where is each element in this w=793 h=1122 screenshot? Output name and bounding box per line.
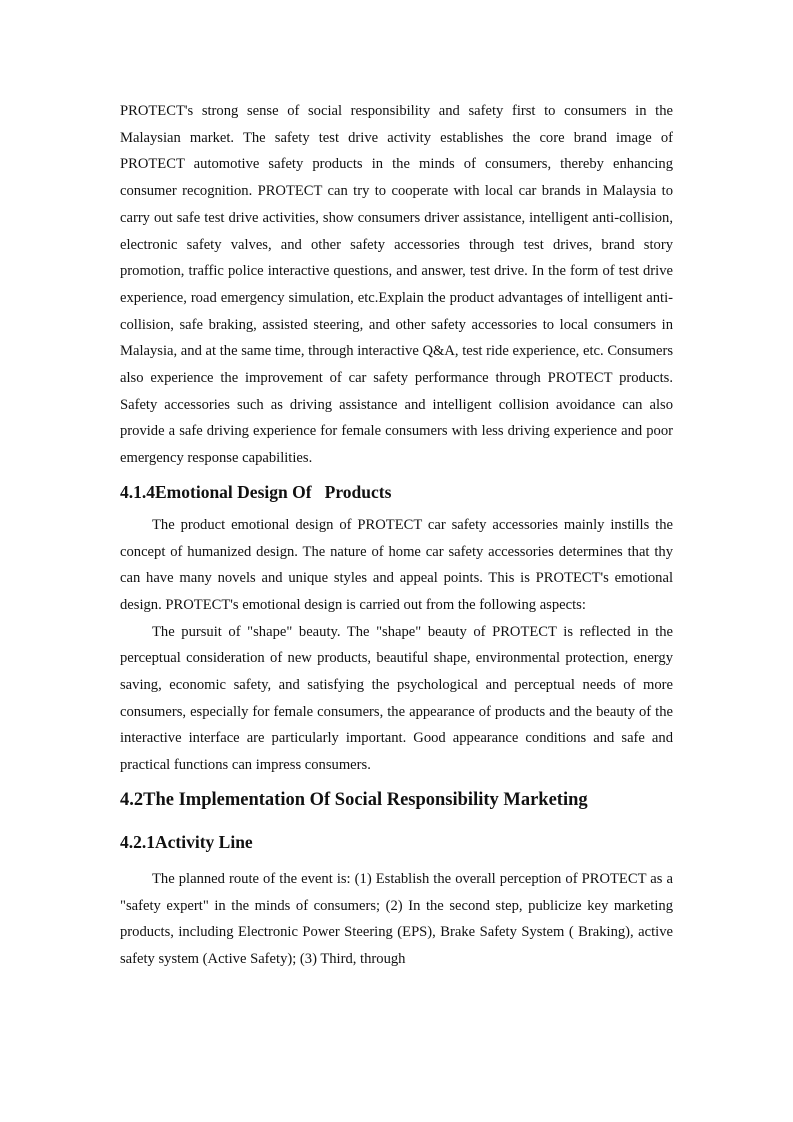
section-heading-text: 4.2.1Activity Line: [120, 831, 253, 852]
section-heading-4-2-1: [120, 822, 673, 862]
body-paragraph: PROTECT's strong sense of social responsibility and safety first to consumers in the Malaysian market. The safety test drive activity establishes the core brand image of PROTECT automotive safety products in the minds of consumers, thereby enhancing consumer recognition. PROTECT can try to cooperate with local car brands in Malaysia to carry out safe test drive activities, show consumers driver assistance, intelligent anti-collision, electronic safety valves, and other safety accessories through test drives, brand story promotion, traffic police interactive questions, and answer, test drive. In the form of test drive experience, road emergency simulation, etc.Explain the product advantages of intelligent anti-collision, safe braking, assisted steering, and other safety accessories to local consumers in Malaysia, and at the same time, through interactive Q&A, test ride experience, etc. Consumers also experience the improvement of car safety performance through PROTECT products. Safety accessories such as driving assistance and intelligent collision avoidance can also provide a safe driving experience for female consumers with less driving experience and poor emergency response capabilities.: [120, 103, 673, 467]
document-page: [120, 98, 673, 973]
section-heading-4-2: [120, 780, 673, 820]
section-heading-text: 4.1.4Emotional Design Of Products: [120, 481, 392, 502]
section-heading-text: 4.2The Implementation Of Social Responsibility Marketing: [120, 789, 588, 810]
body-paragraph: The product emotional design of PROTECT car safety accessories mainly instills the concept of humanized design. The nature of home car safety accessories determines that thy can have many novels and unique styles and appeal points. This is PROTECT's emotional design. PROTECT's emotional design is carried out from the following aspects:: [120, 516, 673, 613]
body-paragraph: The pursuit of "shape" beauty. The "shape" beauty of PROTECT is reflected in the perceptual consideration of new products, beautiful shape, environmental protection, energy saving, economic safety, and satisfying the psychological and perceptual needs of more consumers, especially for female consumers, the appearance of products and the beauty of the interactive interface are particularly important. Good appearance conditions and safe and practical functions can impress consumers.: [120, 623, 673, 774]
body-paragraph: The planned route of the event is: (1) Establish the overall perception of PROTECT as a "safety expert" in the minds of consumers; (2) In the second step, publicize key marketing products, including Electronic Power Steering (EPS), Brake Safety System ( Braking), active safety system (Active Safety); (3) Third, through: [120, 870, 673, 967]
section-heading-4-1-4: [120, 472, 673, 512]
